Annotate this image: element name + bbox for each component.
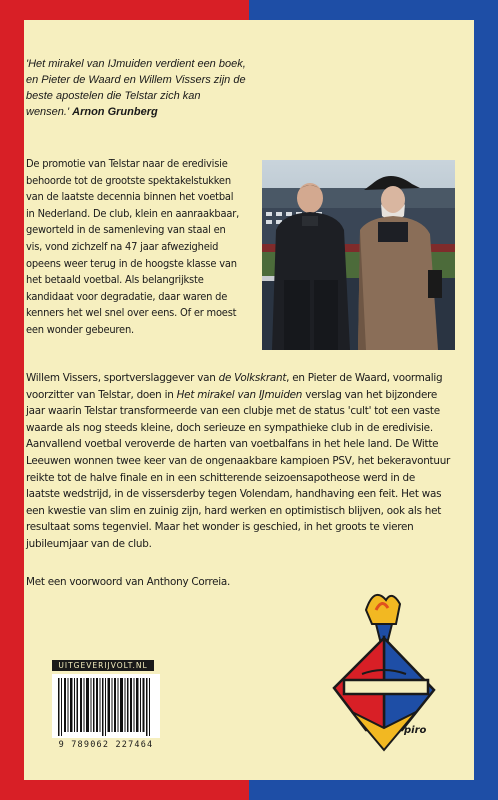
isbn-digits: 9 789062 227464 xyxy=(58,740,154,750)
body-text-1: Willem Vissers, sportverslaggever van xyxy=(26,372,219,384)
author-photo xyxy=(262,160,455,350)
foreword-note: Met een voorwoord van Anthony Correia. xyxy=(26,576,231,588)
publisher-label: UITGEVERIJVOLT.NL xyxy=(52,660,154,671)
telstar-logo xyxy=(326,580,446,760)
intro-paragraph: De promotie van Telstar naar de eredivisie behoorde tot de grootste spektakelstukken van de laatste decennia binnen het voetbal in Nederland. De club, klein en aanraakbaar, geworteld in de samenleving van staal en vis, vond zichzelf na 47 jaar afwezigheid opeens weer terug in de hoogste klasse van het betaald voetbal. Als belangrijkste kandidaat voor degradatie, daar waren de kenners het wel snel over eens. Of er moest een wonder gebeuren. xyxy=(26,157,240,336)
blurb-quote xyxy=(26,56,246,120)
main-description xyxy=(26,370,451,553)
book-title: Het mirakel van IJmuiden xyxy=(176,388,303,401)
quote-text: 'Het mirakel van IJmuiden verdient een boek, en Pieter de Waard en Willem Vissers zijn de beste apostelen die Telstar zich kan wensen.' xyxy=(26,58,246,118)
isbn-barcode xyxy=(52,674,160,738)
body-text-3: verslag van het bijzondere jaar waarin Telstar transformeerde van een clubje met de status 'cult' tot een vaste waarde als nog steeds kleine, doch serieuze en sympathieke club in de eredivisie. Aanvallend voetbal veroverde de harten van voetbalfans in het hele land. De Witte Leeuwen wonnen twee keer van de ongenaakbare kampioen PSV, het bekeravontuur reikte tot de halve finale en in een schitterende seizoensapotheose werd in de laatste wedstrijd, in de vissersderby tegen Volendam, handhaving een feit. Het was een kwestie van slim en zuinig zijn, hard werken en optimistisch blijven, ook als het resultaat soms tegenviel. Maar het wonder is geschied, in het groots te vieren jubileumjaar van de club. xyxy=(26,388,451,550)
body-text-2: , en Pieter de Waard, voormalig voorzitter van Telstar, doen in xyxy=(26,372,443,401)
logo-signature: piro xyxy=(404,725,427,736)
newspaper-title: de Volkskrant xyxy=(218,372,287,384)
quote-author: Arnon Grunberg xyxy=(72,106,158,118)
